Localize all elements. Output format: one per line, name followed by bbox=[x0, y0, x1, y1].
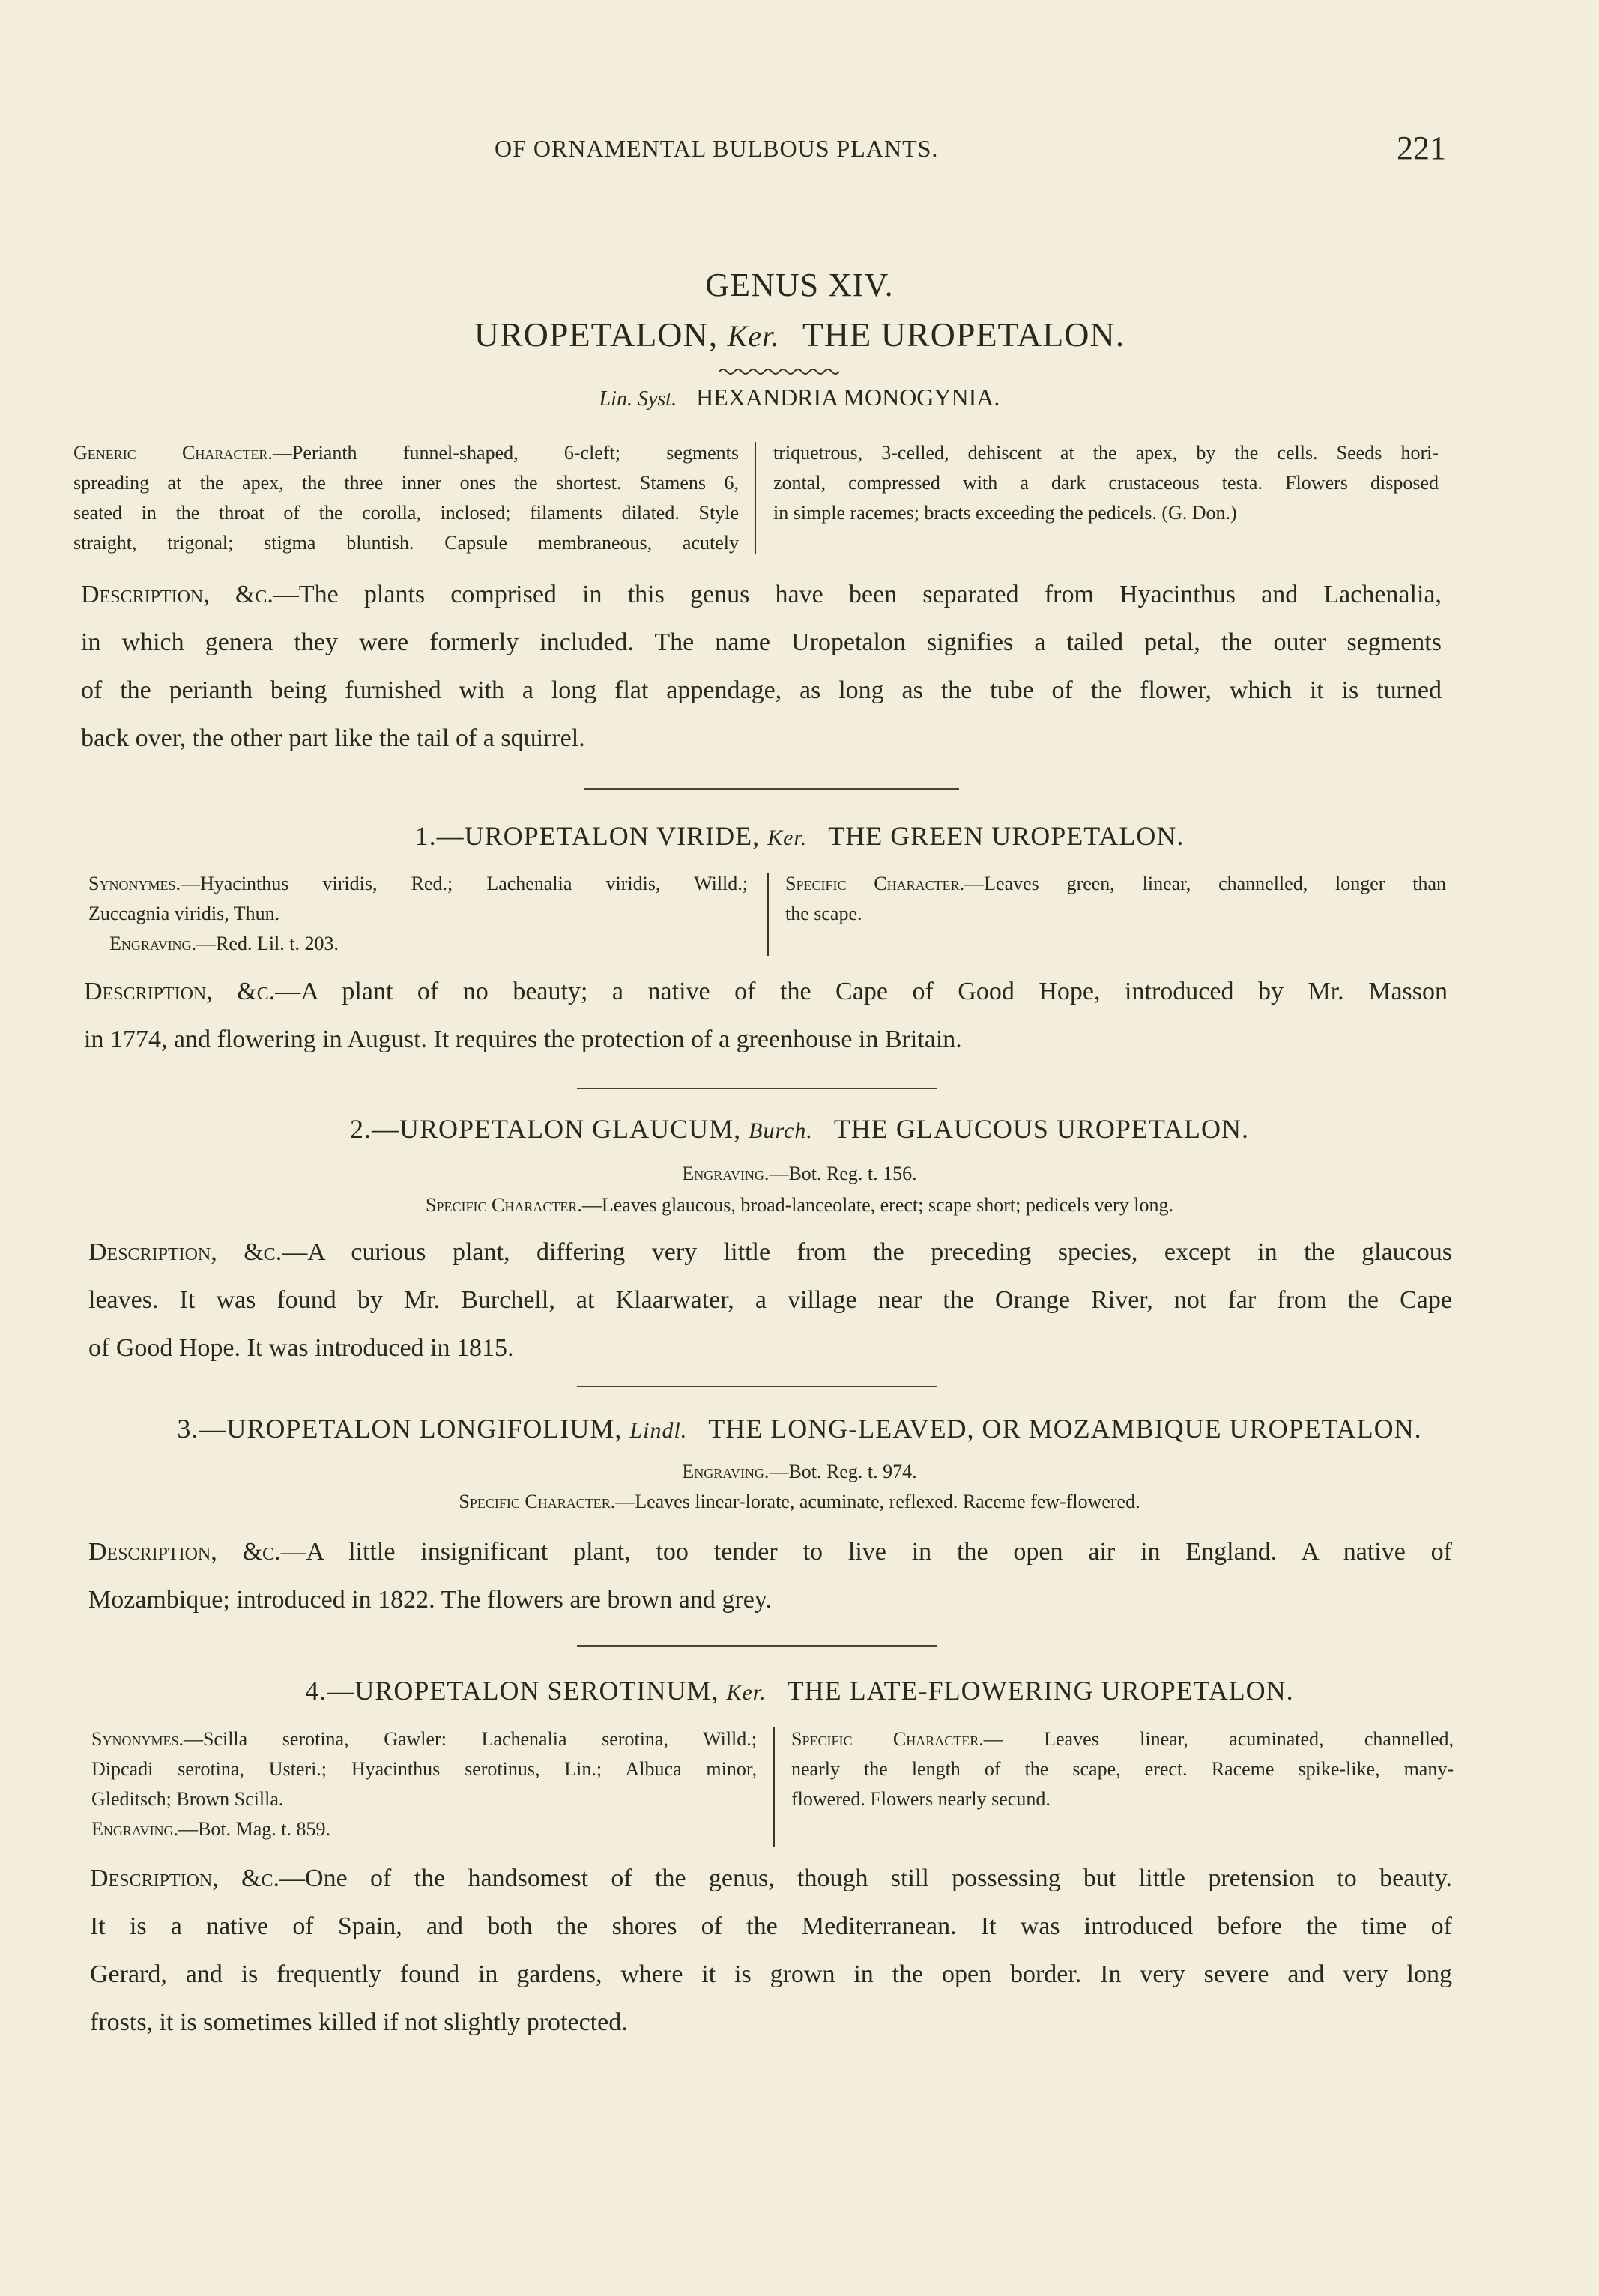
specific-label: Specific Character. bbox=[459, 1491, 616, 1512]
specific-label: Specific Character. bbox=[785, 873, 965, 894]
lin-syst-value: HEXANDRIA MONOGYNIA. bbox=[696, 384, 1000, 411]
genus-common-name: THE UROPETALON. bbox=[802, 315, 1125, 354]
text-line: seated in the throat of the corolla, inclosed; filaments dilated. Style bbox=[73, 502, 739, 524]
text-line: in simple racemes; bracts exceeding the pedicels. (G. Don.) bbox=[773, 502, 1237, 524]
text-line: in which genera they were formerly included. The name Uropetalon signifies a tailed petal, the outer segments bbox=[81, 628, 1442, 656]
running-head: OF ORNAMENTAL BULBOUS PLANTS. bbox=[495, 135, 939, 162]
specific-text: —Leaves linear-lorate, acuminate, reflexed. Raceme few-flowered. bbox=[615, 1491, 1140, 1512]
page-number: 221 bbox=[1397, 130, 1446, 166]
species-authority: Burch. bbox=[749, 1118, 813, 1143]
specific-label: Specific Character. bbox=[791, 1728, 984, 1750]
text-line: Zuccagnia viridis, Thun. bbox=[88, 903, 280, 924]
species-description bbox=[88, 1528, 1452, 1624]
text-line: —One of the handsomest of the genus, though still possessing but little pretension to beauty. bbox=[279, 1865, 1452, 1892]
text-line: straight, trigonal; stigma bluntish. Capsule membraneous, acutely bbox=[73, 532, 739, 554]
species-authority: Lindl. bbox=[629, 1418, 688, 1443]
text-line: —Leaves green, linear, channelled, longer than bbox=[964, 873, 1446, 894]
text-line: Dipcadi serotina, Usteri.; Hyacinthus serotinus, Lin.; Albuca minor, bbox=[91, 1758, 757, 1780]
column-divider bbox=[773, 1727, 775, 1847]
description-label: Description, &c. bbox=[88, 1538, 281, 1566]
species-engraving bbox=[0, 1163, 1599, 1185]
text-line: zontal, compressed with a dark crustaceous testa. Flowers disposed bbox=[773, 472, 1439, 494]
text-line: triquetrous, 3-celled, dehiscent at the apex, by the cells. Seeds hori- bbox=[773, 442, 1439, 464]
species-common-name: THE GREEN UROPETALON. bbox=[828, 821, 1185, 851]
species-description bbox=[88, 1229, 1452, 1372]
species-title bbox=[0, 1675, 1599, 1706]
species-name: UROPETALON VIRIDE, bbox=[464, 821, 761, 851]
text-line: —The plants comprised in this genus have been separated from Hyacinthus and Lachenalia, bbox=[273, 581, 1442, 608]
genus-description bbox=[81, 571, 1442, 763]
genus-label: GENUS XIV. bbox=[705, 267, 894, 303]
genus-authority: Ker. bbox=[727, 319, 780, 353]
section-rule bbox=[577, 1088, 937, 1089]
species-synonymes bbox=[91, 1724, 757, 1844]
column-divider bbox=[767, 873, 769, 956]
genus-name: UROPETALON, bbox=[474, 315, 719, 354]
specific-label: Specific Character. bbox=[426, 1194, 582, 1216]
wavy-ornament bbox=[719, 366, 839, 378]
engraving-ref: —Red. Lil. t. 203. bbox=[196, 933, 339, 954]
species-number: 1.— bbox=[414, 821, 465, 851]
text-line: —A curious plant, differing very little from the preceding species, except in the glaucous bbox=[282, 1238, 1452, 1266]
text-line: the scape. bbox=[785, 903, 862, 924]
engraving-ref: —Bot. Reg. t. 156. bbox=[769, 1163, 917, 1184]
species-description bbox=[84, 968, 1448, 1064]
engraving-ref: —Bot. Reg. t. 974. bbox=[769, 1461, 917, 1482]
species-common-name: THE LONG-LEAVED, OR MOZAMBIQUE UROPETALON. bbox=[708, 1414, 1422, 1444]
specific-text: —Leaves glaucous, broad-lanceolate, erect; scape short; pedicels very long. bbox=[581, 1194, 1173, 1216]
text-line: Mozambique; introduced in 1822. The flowers are brown and grey. bbox=[88, 1586, 773, 1614]
text-line: back over, the other part like the tail of a squirrel. bbox=[81, 724, 585, 752]
generic-character-right bbox=[773, 438, 1439, 528]
species-authority: Ker. bbox=[767, 826, 808, 850]
species-number: 2.— bbox=[350, 1114, 400, 1144]
column-divider bbox=[755, 442, 756, 554]
species-title bbox=[0, 1113, 1599, 1145]
species-name: UROPETALON LONGIFOLIUM, bbox=[226, 1414, 623, 1444]
description-label: Description, &c. bbox=[90, 1865, 280, 1892]
description-label: Description, &c. bbox=[81, 581, 273, 608]
species-description bbox=[90, 1855, 1452, 2047]
species-number: 3.— bbox=[177, 1414, 227, 1444]
text-line: in 1774, and flowering in August. It requires the protection of a greenhouse in Britain. bbox=[84, 1026, 962, 1053]
species-authority: Ker. bbox=[726, 1680, 767, 1705]
section-rule bbox=[584, 788, 959, 790]
species-name: UROPETALON GLAUCUM, bbox=[399, 1114, 742, 1144]
species-title bbox=[0, 820, 1599, 852]
engraving-label: Engraving. bbox=[109, 933, 197, 954]
species-specific-character bbox=[785, 869, 1446, 929]
synonymes-label: Synonymes. bbox=[88, 873, 181, 894]
species-specific-character bbox=[791, 1724, 1454, 1814]
genus-title bbox=[0, 315, 1599, 354]
text-line: Gleditsch; Brown Scilla. bbox=[91, 1788, 284, 1810]
species-name: UROPETALON SEROTINUM, bbox=[354, 1676, 719, 1706]
species-common-name: THE GLAUCOUS UROPETALON. bbox=[833, 1114, 1249, 1144]
text-line: leaves. It was found by Mr. Burchell, at Klaarwater, a village near the Orange River, not far from the Cape bbox=[88, 1286, 1452, 1314]
linnaean-system bbox=[0, 384, 1599, 411]
text-line: Gerard, and is frequently found in gardens, where it is grown in the open border. In very severe and very long bbox=[90, 1960, 1452, 1988]
lin-syst-label: Lin. Syst. bbox=[599, 387, 677, 411]
text-line: —Hyacinthus viridis, Red.; Lachenalia viridis, Willd.; bbox=[180, 873, 748, 894]
text-line: —A plant of no beauty; a native of the Cape of Good Hope, introduced by Mr. Masson bbox=[275, 978, 1448, 1005]
text-line: spreading at the apex, the three inner ones the shortest. Stamens 6, bbox=[73, 472, 739, 494]
text-line: flowered. Flowers nearly secund. bbox=[791, 1788, 1051, 1810]
engraving-label: Engraving. bbox=[682, 1461, 770, 1482]
generic-character-left bbox=[73, 438, 739, 558]
engraving-label: Engraving. bbox=[682, 1163, 770, 1184]
engraving-ref: —Bot. Mag. t. 859. bbox=[178, 1818, 331, 1840]
text-line: nearly the length of the scape, erect. Raceme spike-like, many- bbox=[791, 1758, 1454, 1780]
species-common-name: THE LATE-FLOWERING UROPETALON. bbox=[787, 1676, 1294, 1706]
species-number: 4.— bbox=[305, 1676, 355, 1706]
generic-character-label: Generic Character. bbox=[73, 442, 273, 464]
synonymes-label: Synonymes. bbox=[91, 1728, 184, 1750]
species-specific-character bbox=[0, 1194, 1599, 1217]
text-line: of Good Hope. It was introduced in 1815. bbox=[88, 1334, 514, 1362]
text-line: It is a native of Spain, and both the shores of the Mediterranean. It was introduced before the time of bbox=[90, 1912, 1452, 1940]
species-synonymes bbox=[88, 869, 748, 959]
species-engraving bbox=[0, 1461, 1599, 1483]
section-rule bbox=[577, 1386, 937, 1387]
text-line: —A little insignificant plant, too tender to live in the open air in England. A native of bbox=[280, 1538, 1453, 1566]
text-line: frosts, it is sometimes killed if not slightly protected. bbox=[90, 2008, 628, 2036]
text-line: — Leaves linear, acuminated, channelled, bbox=[983, 1728, 1454, 1750]
text-line: of the perianth being furnished with a long flat appendage, as long as the tube of the flower, which it is turned bbox=[81, 676, 1442, 704]
species-title bbox=[0, 1413, 1599, 1444]
description-label: Description, &c. bbox=[84, 978, 276, 1005]
text-line: —Scilla serotina, Gawler: Lachenalia serotina, Willd.; bbox=[183, 1728, 757, 1750]
engraving-label: Engraving. bbox=[91, 1818, 179, 1840]
species-specific-character bbox=[0, 1491, 1599, 1513]
text-line: —Perianth funnel-shaped, 6-cleft; segments bbox=[272, 442, 739, 464]
section-rule bbox=[577, 1645, 937, 1647]
description-label: Description, &c. bbox=[88, 1238, 282, 1266]
